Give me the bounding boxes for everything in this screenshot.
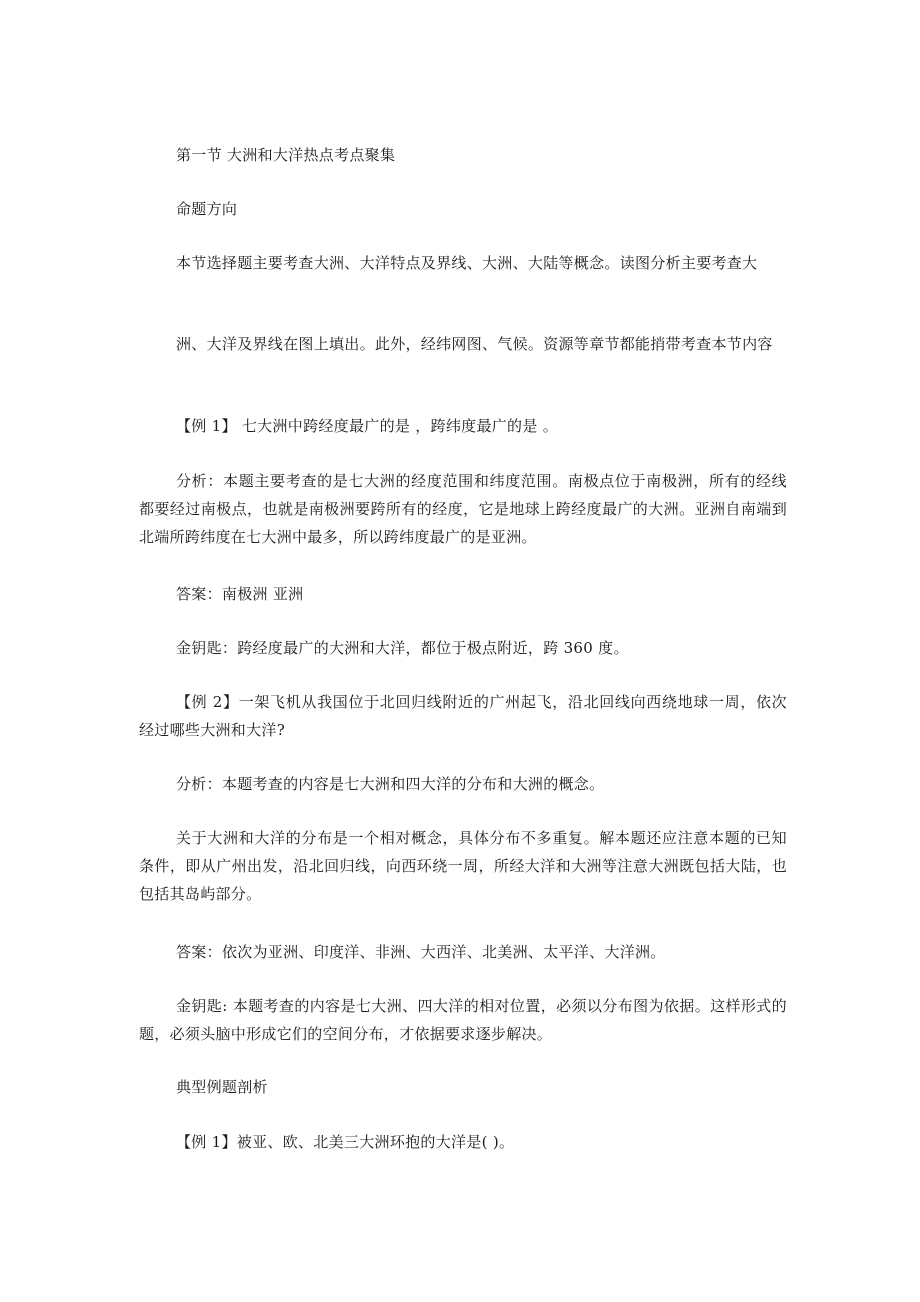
section-title: 第一节 大洲和大洋热点考点聚集 bbox=[176, 146, 396, 164]
example-1-question: 【例 1】 七大洲中跨经度最广的是 ，跨纬度最广的是 。 bbox=[176, 417, 559, 435]
example-2-question: 【例 2】一架飞机从我国位于北回归线附近的广州起飞，沿北回线向西绕地球一周，依次经过哪些大洲和大洋? bbox=[139, 693, 787, 739]
heading-typical-examples: 典型例题剖析 bbox=[176, 1078, 268, 1096]
paragraph-intro-2: 洲、大洋及界线在图上填出。此外，经纬网图、气候。资源等章节都能捎带考查本节内容 bbox=[176, 335, 773, 353]
example-1-analysis: 分析：本题主要考查的是七大洲的经度范围和纬度范围。南极点位于南极洲，所有的经线都要经过南极点，也就是南极洲要跨所有的经度，它是地球上跨经度最广的大洲。亚洲自南端到北端所跨纬度在七大洲中最多，所以跨纬度最广的是亚洲。 bbox=[139, 472, 787, 546]
example-2-explanation: 关于大洲和大洋的分布是一个相对概念，具体分布不多重复。解本题还应注意本题的已知条件，即从广州出发，沿北回归线，向西环绕一周，所经大洋和大洲等注意大洲既包括大陆，也包括其岛屿部分。 bbox=[139, 829, 787, 903]
typical-example-1-question: 【例 1】被亚、欧、北美三大洲环抱的大洋是( )。 bbox=[176, 1133, 515, 1151]
example-2-analysis: 分析：本题考查的内容是七大洲和四大洋的分布和大洲的概念。 bbox=[176, 775, 605, 793]
heading-question-direction: 命题方向 bbox=[176, 200, 238, 218]
example-1-golden-key: 金钥匙：跨经度最广的大洲和大洋，都位于极点附近，跨 360 度。 bbox=[176, 639, 629, 657]
example-2-golden-key: 金钥匙: 本题考查的内容是七大洲、四大洋的相对位置，必须以分布图为依据。这样形式的题，必须头脑中形成它们的空间分布，才依据要求逐步解决。 bbox=[139, 997, 787, 1043]
example-1-answer: 答案：南极洲 亚洲 bbox=[176, 585, 304, 603]
paragraph-intro-1: 本节选择题主要考查大洲、大洋特点及界线、大洲、大陆等概念。读图分析主要考查大 bbox=[176, 254, 758, 272]
example-2-answer: 答案：依次为亚洲、印度洋、非洲、大西洋、北美洲、太平洋、大洋洲。 bbox=[176, 943, 666, 961]
